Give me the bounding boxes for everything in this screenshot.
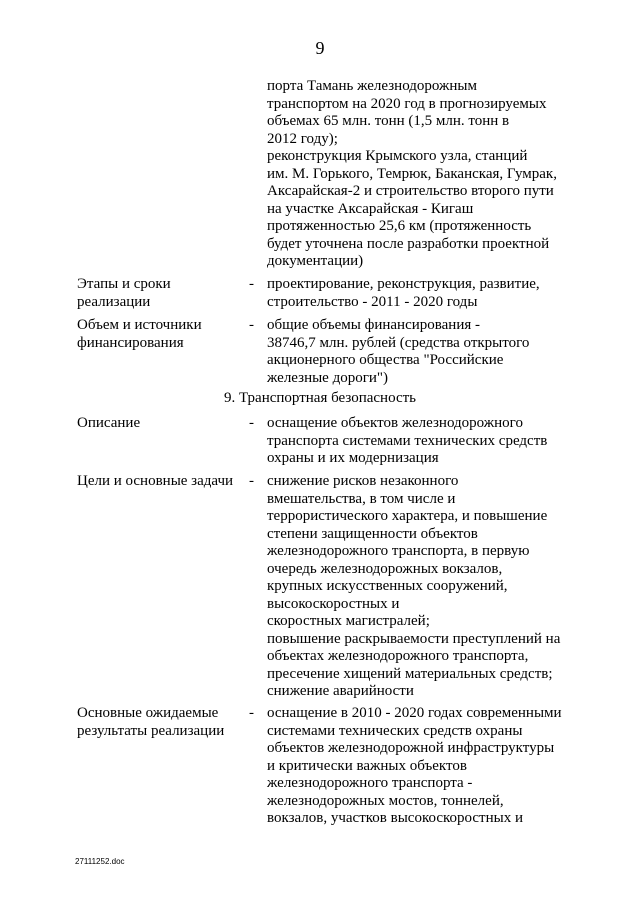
row-value-results: вокзалов, участков высокоскоростных и — [267, 810, 523, 826]
row-value-funding: акционерного общества "Российские — [267, 352, 504, 368]
row-value-goals: железнодорожного транспорта, в первую — [267, 543, 530, 559]
continuation-line: будет уточнена после разработки проектной — [267, 235, 550, 252]
row-value-goals: объектах железнодорожного транспорта, — [267, 648, 529, 664]
row-value-results: системами технических средств охраны — [267, 722, 523, 739]
row-value-results: железнодорожного транспорта - — [267, 775, 473, 791]
row-value-goals: пресечение хищений материальных средств; — [267, 665, 553, 682]
row-label-stages: реализации — [77, 293, 151, 310]
row-value-goals: террористического характера, и повышение — [267, 508, 548, 524]
row-value-stages: проектирование, реконструкция, развитие, — [267, 276, 540, 292]
row-dash: - — [249, 415, 254, 431]
row-value-goals: высокоскоростных и — [267, 595, 400, 612]
continuation-line: реконструкция Крымского узла, станций — [267, 148, 528, 164]
row-value-funding: 38746,7 млн. рублей (средства открытого — [267, 334, 530, 351]
row-value-description: охраны и их модернизация — [267, 450, 439, 466]
row-label-results: результаты реализации — [77, 722, 225, 739]
row-value-funding: общие объемы финансирования - — [267, 317, 480, 333]
section-title: 9. Транспортная безопасность — [223, 390, 417, 406]
row-label-goals: Цели и основные задачи — [77, 473, 234, 489]
row-value-goals: вмешательства, в том числе и — [267, 490, 456, 507]
row-value-funding: железные дороги") — [267, 369, 389, 386]
row-dash: - — [249, 276, 254, 292]
row-value-goals: снижение аварийности — [267, 683, 414, 699]
row-value-goals: очередь железнодорожных вокзалов, — [267, 560, 503, 577]
continuation-line: транспортом на 2020 год в прогнозируемых — [267, 95, 547, 112]
row-value-goals: степени защищенности объектов — [267, 525, 478, 542]
row-value-description: оснащение объектов железнодорожного — [267, 415, 523, 431]
row-value-goals: скоростных магистралей; — [267, 613, 430, 629]
row-value-results: объектов железнодорожной инфраструктуры — [267, 740, 555, 756]
row-value-results: и критически важных объектов — [267, 757, 467, 774]
continuation-line: 2012 году); — [267, 130, 338, 147]
row-dash: - — [249, 473, 254, 489]
row-value-goals: крупных искусственных сооружений, — [267, 578, 508, 594]
row-value-stages: строительство - 2011 - 2020 годы — [267, 293, 478, 310]
row-label-results: Основные ожидаемые — [77, 705, 219, 721]
row-dash: - — [249, 317, 254, 333]
row-label-funding: финансирования — [77, 334, 184, 351]
continuation-line: документации) — [267, 253, 364, 269]
continuation-line: на участке Аксарайская - Кигаш — [267, 200, 474, 217]
row-value-description: транспорта системами технических средств — [267, 432, 548, 449]
page-number: 9 — [315, 38, 325, 58]
row-label-description: Описание — [77, 415, 141, 431]
row-value-goals: повышение раскрываемости преступлений на — [267, 630, 561, 647]
row-dash: - — [249, 705, 254, 721]
continuation-line: объемах 65 млн. тонн (1,5 млн. тонн в — [267, 113, 510, 129]
continuation-line: Аксарайская-2 и строительство второго пути — [267, 183, 554, 199]
row-label-funding: Объем и источники — [77, 317, 202, 333]
continuation-line: им. М. Горького, Темрюк, Баканская, Гумрак, — [267, 165, 557, 182]
row-label-stages: Этапы и сроки — [77, 276, 171, 292]
row-value-results: железнодорожных мостов, тоннелей, — [267, 792, 504, 809]
footer-filename: 27111252.doc — [75, 857, 125, 866]
continuation-line: протяженностью 25,6 км (протяженность — [267, 218, 532, 234]
row-value-results: оснащение в 2010 - 2020 годах современными — [267, 705, 562, 721]
row-value-goals: снижение рисков незаконного — [267, 473, 459, 489]
continuation-line: порта Тамань железнодорожным — [267, 78, 477, 94]
